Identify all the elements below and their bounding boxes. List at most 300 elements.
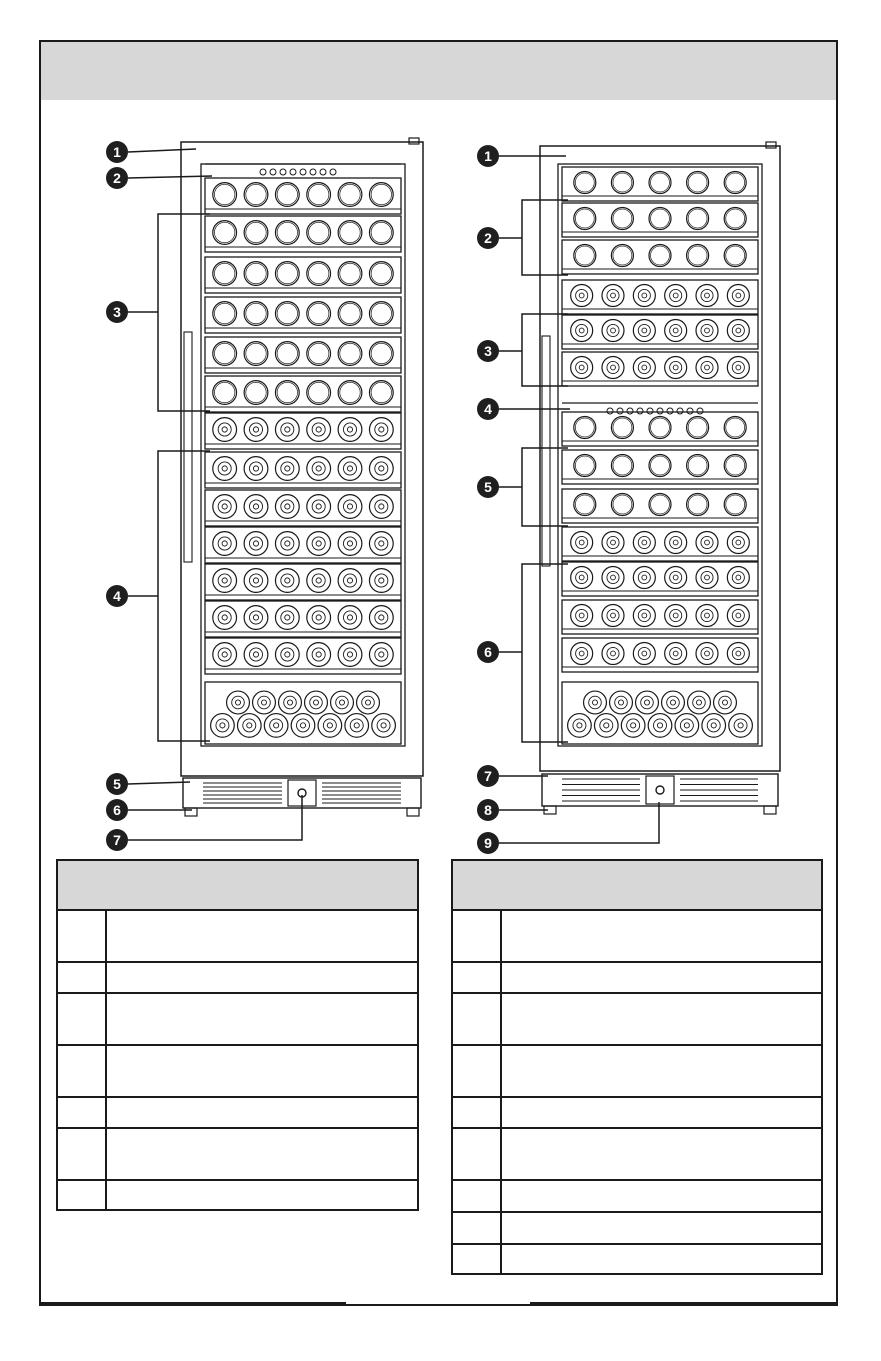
bottle-inner xyxy=(688,418,707,437)
legend-row-number xyxy=(58,1181,105,1211)
bottle xyxy=(611,172,633,194)
bottle xyxy=(307,342,331,366)
bottle xyxy=(213,342,237,366)
bottle xyxy=(275,495,299,519)
bottle-cork xyxy=(274,723,279,728)
callout-4 xyxy=(477,398,570,420)
control-button xyxy=(697,408,703,414)
bottle xyxy=(611,455,633,477)
bottle xyxy=(307,495,331,519)
bottle-inner xyxy=(651,209,670,228)
bottle xyxy=(665,285,687,307)
bottle xyxy=(571,320,593,342)
bottle-inner xyxy=(246,263,266,283)
bottle xyxy=(369,262,393,286)
callout-6 xyxy=(106,799,192,821)
bottle-cork xyxy=(222,427,227,432)
bottle-inner xyxy=(371,222,391,242)
bottle-cork xyxy=(736,365,741,370)
bottle-cork xyxy=(673,328,678,333)
bottle xyxy=(338,221,362,245)
bottle-cork xyxy=(579,365,584,370)
bottle-cork xyxy=(316,652,321,657)
bottle-inner xyxy=(613,456,632,475)
bottle xyxy=(696,532,718,554)
legend-row-description xyxy=(107,994,417,1044)
legend-header xyxy=(453,861,821,911)
bottle-cork xyxy=(354,723,359,728)
legend-row xyxy=(453,1245,821,1275)
bottle-cork xyxy=(222,541,227,546)
bottle xyxy=(307,418,331,442)
bottle-inner xyxy=(312,423,325,436)
bottle xyxy=(253,691,276,714)
bottle-cork xyxy=(220,723,225,728)
legend-row-number xyxy=(453,1098,500,1127)
callout-2 xyxy=(477,200,568,275)
bottle xyxy=(369,643,393,667)
dual-zone-cooler-diagram xyxy=(540,142,780,814)
bottle-inner xyxy=(246,343,266,363)
bottle xyxy=(275,262,299,286)
bottle xyxy=(649,245,671,267)
bottle xyxy=(714,691,737,714)
bottle-cork xyxy=(253,541,258,546)
bottle-inner xyxy=(371,263,391,283)
bottle-cork xyxy=(253,652,258,657)
bottle-inner xyxy=(670,361,682,373)
bottle-inner xyxy=(375,611,388,624)
bottle-inner xyxy=(375,462,388,475)
bottle xyxy=(633,320,655,342)
bottle xyxy=(338,183,362,207)
bottle-inner xyxy=(638,324,650,336)
leveling-foot xyxy=(407,808,419,816)
bottle-cork xyxy=(579,328,584,333)
bottle xyxy=(307,262,331,286)
legend-row-number xyxy=(58,1046,105,1096)
bottle-inner xyxy=(375,500,388,513)
bottle xyxy=(574,172,596,194)
legend-row-description xyxy=(107,1129,417,1179)
bottle-inner xyxy=(243,719,256,732)
bottle xyxy=(702,714,726,738)
leader-line xyxy=(128,795,302,840)
legend-row-number xyxy=(453,1245,500,1275)
callout-number: 2 xyxy=(113,170,121,186)
bottle xyxy=(213,495,237,519)
bottle-inner xyxy=(638,536,650,548)
bottle-inner xyxy=(615,696,628,709)
bottle-inner xyxy=(308,222,328,242)
bottle-inner xyxy=(246,184,266,204)
legend-row-description xyxy=(502,1129,821,1179)
callout-number: 4 xyxy=(484,401,492,417)
bottle-inner xyxy=(281,537,294,550)
bottle-inner xyxy=(638,647,650,659)
bottle xyxy=(275,302,299,326)
legend-row xyxy=(453,1046,821,1098)
bottle-inner xyxy=(576,647,588,659)
callout-number: 1 xyxy=(484,148,492,164)
bottle xyxy=(369,302,393,326)
callout-number: 5 xyxy=(113,776,121,792)
bottle-inner xyxy=(638,361,650,373)
legend-row xyxy=(453,963,821,994)
legend-row xyxy=(453,1213,821,1245)
bottle-inner xyxy=(726,456,745,475)
bottle xyxy=(338,262,362,286)
bottle xyxy=(213,457,237,481)
bottle-inner xyxy=(607,361,619,373)
bottle-inner xyxy=(701,609,713,621)
bottle-cork xyxy=(313,700,318,705)
callout-number: 1 xyxy=(113,144,121,160)
bottle xyxy=(649,417,671,439)
bottle xyxy=(357,691,380,714)
leader-line xyxy=(522,448,568,526)
bottle-cork xyxy=(316,615,321,620)
door-handle xyxy=(542,336,550,566)
bottle xyxy=(602,567,624,589)
bottle-inner xyxy=(270,719,283,732)
bottle xyxy=(649,455,671,477)
bottle-inner xyxy=(281,611,294,624)
bottle-inner xyxy=(613,418,632,437)
bottle-inner xyxy=(688,173,707,192)
bottle xyxy=(244,381,268,405)
bottle xyxy=(687,172,709,194)
bottle-inner xyxy=(214,343,234,363)
bottle-inner xyxy=(343,574,356,587)
bottle-inner xyxy=(701,324,713,336)
bottle-inner xyxy=(600,719,613,732)
bottle xyxy=(338,381,362,405)
bottle xyxy=(275,643,299,667)
bottle-inner xyxy=(613,246,632,265)
bottle-cork xyxy=(253,504,258,509)
callout-3 xyxy=(477,314,568,386)
bottle-inner xyxy=(701,536,713,548)
bottle-inner xyxy=(732,609,744,621)
bottle-cork xyxy=(705,613,710,618)
bottle xyxy=(244,606,268,630)
door-handle xyxy=(184,332,192,562)
bottle-cork xyxy=(705,575,710,580)
bottle-inner xyxy=(214,303,234,323)
legend-row-description xyxy=(107,963,417,992)
bottle xyxy=(611,245,633,267)
bottle xyxy=(275,183,299,207)
bottle xyxy=(369,495,393,519)
bottle-cork xyxy=(285,427,290,432)
bottle-inner xyxy=(258,696,271,709)
bottle-inner xyxy=(575,246,594,265)
legend-row xyxy=(58,1129,417,1181)
bottle xyxy=(369,532,393,556)
bottle-inner xyxy=(371,184,391,204)
legend-row-number xyxy=(453,1213,500,1243)
bottle-cork xyxy=(339,700,344,705)
bottle-inner xyxy=(249,648,262,661)
bottle-cork xyxy=(673,540,678,545)
bottle-inner xyxy=(343,611,356,624)
bottle-inner xyxy=(343,537,356,550)
bottle xyxy=(687,494,709,516)
bottle xyxy=(244,457,268,481)
bottle-inner xyxy=(607,536,619,548)
bottle-inner xyxy=(680,719,693,732)
bottle-cork xyxy=(611,613,616,618)
bottle-inner xyxy=(343,500,356,513)
bottle xyxy=(724,494,746,516)
legend-row-number xyxy=(58,994,105,1044)
bottle-inner xyxy=(701,361,713,373)
bottle-cork xyxy=(316,504,321,509)
bottle-inner xyxy=(576,361,588,373)
callout-1 xyxy=(477,145,566,167)
bottle-inner xyxy=(340,303,360,323)
legend-row-description xyxy=(107,1098,417,1127)
callout-1 xyxy=(106,141,196,163)
bottle xyxy=(213,183,237,207)
bottle-inner xyxy=(726,495,745,514)
bottle xyxy=(275,457,299,481)
bottle xyxy=(727,605,749,627)
control-button xyxy=(647,408,653,414)
bottle-inner xyxy=(249,537,262,550)
bottle xyxy=(307,302,331,326)
legend-row xyxy=(453,994,821,1046)
bottle-cork xyxy=(642,540,647,545)
legend-row xyxy=(453,1129,821,1181)
bottle-inner xyxy=(308,263,328,283)
bottle-cork xyxy=(642,365,647,370)
callout-number: 4 xyxy=(113,588,121,604)
legend-row xyxy=(58,1181,417,1211)
bottle xyxy=(687,455,709,477)
bottle-inner xyxy=(249,500,262,513)
bottle-inner xyxy=(375,423,388,436)
callout-number: 9 xyxy=(484,835,492,851)
bottle xyxy=(571,285,593,307)
bottle-inner xyxy=(277,263,297,283)
callout-number: 7 xyxy=(484,768,492,784)
legend-row-description xyxy=(502,1213,821,1243)
callout-6 xyxy=(477,564,568,742)
bottle xyxy=(602,605,624,627)
bottle-cork xyxy=(379,652,384,657)
bottle xyxy=(307,221,331,245)
bottle-inner xyxy=(670,609,682,621)
bottle xyxy=(279,691,302,714)
bottle xyxy=(369,457,393,481)
bottle xyxy=(727,357,749,379)
legend-row xyxy=(58,963,417,994)
bottle-inner xyxy=(312,462,325,475)
bottle-inner xyxy=(670,571,682,583)
bottle-inner xyxy=(281,462,294,475)
bottle-inner xyxy=(670,647,682,659)
bottle xyxy=(574,494,596,516)
bottle-cork xyxy=(379,466,384,471)
legend-row-description xyxy=(502,911,821,961)
bottle xyxy=(369,342,393,366)
callout-7 xyxy=(477,765,548,787)
legend-row xyxy=(453,911,821,963)
bottle-inner xyxy=(340,343,360,363)
bottle-inner xyxy=(214,222,234,242)
bottle xyxy=(213,532,237,556)
callout-4 xyxy=(106,451,210,741)
bottle xyxy=(275,221,299,245)
bottle-cork xyxy=(327,723,332,728)
bottle-inner xyxy=(726,173,745,192)
bottle-inner xyxy=(340,382,360,402)
bottle xyxy=(338,606,362,630)
bottle xyxy=(727,532,749,554)
control-button xyxy=(627,408,633,414)
bottle-inner xyxy=(350,719,363,732)
bottle-cork xyxy=(736,651,741,656)
control-button xyxy=(330,169,336,175)
bottle-inner xyxy=(312,611,325,624)
control-button xyxy=(280,169,286,175)
bottle-inner xyxy=(246,303,266,323)
bottle-cork xyxy=(285,541,290,546)
legend-row-description xyxy=(502,963,821,992)
bottle xyxy=(213,302,237,326)
bottle xyxy=(571,357,593,379)
bottle-inner xyxy=(214,184,234,204)
bottle xyxy=(727,285,749,307)
bottle xyxy=(244,221,268,245)
control-button xyxy=(637,408,643,414)
bottle xyxy=(602,285,624,307)
bottle xyxy=(307,643,331,667)
bottle-inner xyxy=(607,609,619,621)
bottle xyxy=(724,417,746,439)
bottle-inner xyxy=(371,343,391,363)
bottle-inner xyxy=(576,536,588,548)
bottle-inner xyxy=(377,719,390,732)
bottle-inner xyxy=(375,574,388,587)
bottle-inner xyxy=(343,648,356,661)
bottle-cork xyxy=(222,504,227,509)
bottle xyxy=(275,569,299,593)
bottle-inner xyxy=(670,324,682,336)
bottle xyxy=(369,183,393,207)
bottle-cork xyxy=(738,723,743,728)
control-button xyxy=(677,408,683,414)
bottle xyxy=(307,532,331,556)
bottle-cork xyxy=(618,700,623,705)
bottle-inner xyxy=(340,222,360,242)
bottle xyxy=(621,714,645,738)
bottle-cork xyxy=(722,700,727,705)
leveling-foot xyxy=(185,808,197,816)
control-button xyxy=(320,169,326,175)
control-button xyxy=(270,169,276,175)
legend-row-description xyxy=(502,1181,821,1211)
bottle-inner xyxy=(308,184,328,204)
bottle-inner xyxy=(343,423,356,436)
control-button xyxy=(290,169,296,175)
bottle-inner xyxy=(312,574,325,587)
control-button xyxy=(300,169,306,175)
legend-row-number xyxy=(453,1046,500,1096)
bottle-cork xyxy=(644,700,649,705)
bottle-cork xyxy=(285,504,290,509)
bottle xyxy=(724,172,746,194)
bottle xyxy=(244,302,268,326)
bottle xyxy=(611,417,633,439)
bottle xyxy=(345,714,369,738)
legend-row-number xyxy=(58,1129,105,1179)
bottle-cork xyxy=(579,651,584,656)
bottle-cork xyxy=(381,723,386,728)
bottle xyxy=(213,418,237,442)
bottle-inner xyxy=(249,574,262,587)
bottle xyxy=(584,691,607,714)
bottle-cork xyxy=(347,466,352,471)
legend-row-description xyxy=(107,1046,417,1096)
bottle-cork xyxy=(673,575,678,580)
bottle-cork xyxy=(261,700,266,705)
control-button xyxy=(687,408,693,414)
right-parts-legend xyxy=(451,859,823,1275)
bottle-inner xyxy=(281,423,294,436)
bottle xyxy=(633,605,655,627)
bottle-cork xyxy=(611,651,616,656)
bottle xyxy=(574,208,596,230)
bottle xyxy=(665,643,687,665)
bottle-inner xyxy=(249,423,262,436)
bottle xyxy=(338,643,362,667)
bottle-cork xyxy=(736,613,741,618)
bottle-cork xyxy=(611,540,616,545)
bottle-inner xyxy=(281,648,294,661)
bottle-inner xyxy=(216,719,229,732)
bottle xyxy=(369,418,393,442)
door-hinge xyxy=(409,138,419,144)
bottle-cork xyxy=(379,578,384,583)
bottle-cork xyxy=(316,427,321,432)
bottle xyxy=(727,567,749,589)
bottle-inner xyxy=(343,462,356,475)
bottle-inner xyxy=(573,719,586,732)
legend-row xyxy=(58,1046,417,1098)
bottle xyxy=(611,208,633,230)
bottle-inner xyxy=(284,696,297,709)
legend-row-number xyxy=(453,1129,500,1179)
bottle-cork xyxy=(736,540,741,545)
bottle-cork xyxy=(705,540,710,545)
bottle xyxy=(724,208,746,230)
legend-row-number xyxy=(58,963,105,992)
bottle-cork xyxy=(222,578,227,583)
bottle-inner xyxy=(576,571,588,583)
bottle-inner xyxy=(670,289,682,301)
bottle-cork xyxy=(222,466,227,471)
bottle-inner xyxy=(312,500,325,513)
bottle xyxy=(696,567,718,589)
bottle xyxy=(213,643,237,667)
bottle-cork xyxy=(705,651,710,656)
bottle-cork xyxy=(347,427,352,432)
bottle-cork xyxy=(604,723,609,728)
bottle-cork xyxy=(631,723,636,728)
